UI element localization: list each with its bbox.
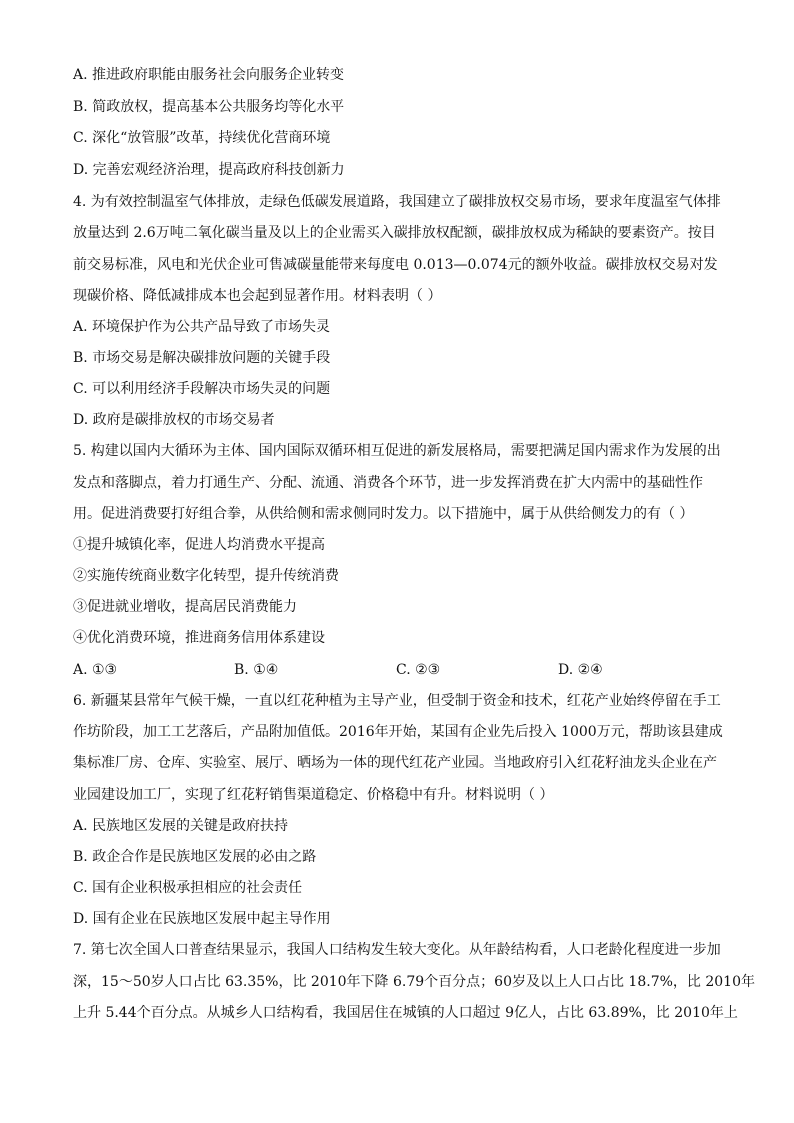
option-d: D. 政府是碳排放权的市场交易者 (73, 412, 275, 428)
option-b: B. 政企合作是民族地区发展的必由之路 (73, 849, 317, 865)
question-6-stem-line-3: 集标准厂房、仓库、实验室、展厅、晒场为一体的现代红花产业园。当地政府引入红花籽油龙头企业在产 (73, 755, 717, 771)
choice-b: B. ①④ (234, 662, 279, 678)
choice-c: C. ②③ (396, 662, 441, 678)
statement-2: ②实施传统商业数字化转型，提升传统消费 (73, 568, 339, 584)
question-6-stem-line-4: 业园建设加工厂，实现了红花籽销售渠道稳定、价格稳中有升。材料说明（ ） (73, 787, 554, 803)
option-a: A. 推进政府职能由服务社会向服务企业转变 (73, 67, 345, 83)
question-5-stem-line-2: 发点和落脚点，着力打通生产、分配、流通、消费各个环节，进一步发挥消费在扩大内需中的基础性作 (73, 475, 703, 491)
option-c: C. 可以利用经济手段解决市场失灵的问题 (73, 381, 331, 397)
option-c: C. 深化“放管服”改革，持续优化营商环境 (73, 130, 331, 146)
statement-1: ①提升城镇化率，促进人均消费水平提高 (73, 537, 325, 553)
question-4-stem-line-2: 放量达到 2.6万吨二氧化碳当量及以上的企业需买入碳排放权配额，碳排放权成为稀缺的要素资产。按目 (73, 225, 716, 241)
question-7-stem-line-2: 深，15～50岁人口占比 63.35%，比 2010年下降 6.79个百分点；60岁及以上人口占比 18.7%，比 2010年 (73, 974, 755, 990)
option-b: B. 市场交易是解决碳排放问题的关键手段 (73, 350, 331, 366)
question-7-stem-line-1: 7. 第七次全国人口普查结果显示，我国人口结构发生较大变化。从年龄结构看，人口老龄化程度进一步加 (73, 942, 721, 958)
choice-d: D. ②④ (558, 662, 603, 678)
option-d: D. 国有企业在民族地区发展中起主导作用 (73, 911, 331, 927)
question-6-stem-line-2: 作坊阶段，加工工艺落后，产品附加值低。2016年开始，某国有企业先后投入 1000万元，帮助该县建成 (73, 724, 723, 740)
statement-3: ③促进就业增收，提高居民消费能力 (73, 599, 297, 615)
question-4-stem-line-1: 4. 为有效控制温室气体排放，走绿色低碳发展道路，我国建立了碳排放权交易市场，要求年度温室气体排 (73, 194, 721, 210)
option-b: B. 简政放权，提高基本公共服务均等化水平 (73, 99, 345, 115)
option-a: A. 民族地区发展的关键是政府扶持 (73, 818, 289, 834)
option-c: C. 国有企业积极承担相应的社会责任 (73, 880, 303, 896)
option-a: A. 环境保护作为公共产品导致了市场失灵 (73, 319, 331, 335)
question-7-stem-line-3: 上升 5.44个百分点。从城乡人口结构看，我国居住在城镇的人口超过 9亿人，占比 63.89%，比 2010年上 (73, 1005, 738, 1021)
option-d: D. 完善宏观经济治理，提高政府科技创新力 (73, 162, 345, 178)
question-5-stem-line-3: 用。促进消费要打好组合拳，从供给侧和需求侧同时发力。以下措施中，属于从供给侧发力的有（ ） (73, 506, 694, 522)
question-4-stem-line-3: 前交易标准，风电和光伏企业可售减碳量能带来每度电 0.013—0.074元的额外收益。碳排放权交易对发 (73, 257, 718, 273)
choice-a: A. ①③ (73, 662, 118, 678)
statement-4: ④优化消费环境，推进商务信用体系建设 (73, 630, 325, 646)
question-4-stem-line-4: 现碳价格、降低减排成本也会起到显著作用。材料表明（ ） (73, 288, 442, 304)
question-6-stem-line-1: 6. 新疆某县常年气候干燥，一直以红花种植为主导产业，但受制于资金和技术，红花产业始终停留在手工 (73, 693, 721, 709)
question-5-stem-line-1: 5. 构建以国内大循环为主体、国内国际双循环相互促进的新发展格局，需要把满足国内需求作为发展的出 (73, 443, 721, 459)
